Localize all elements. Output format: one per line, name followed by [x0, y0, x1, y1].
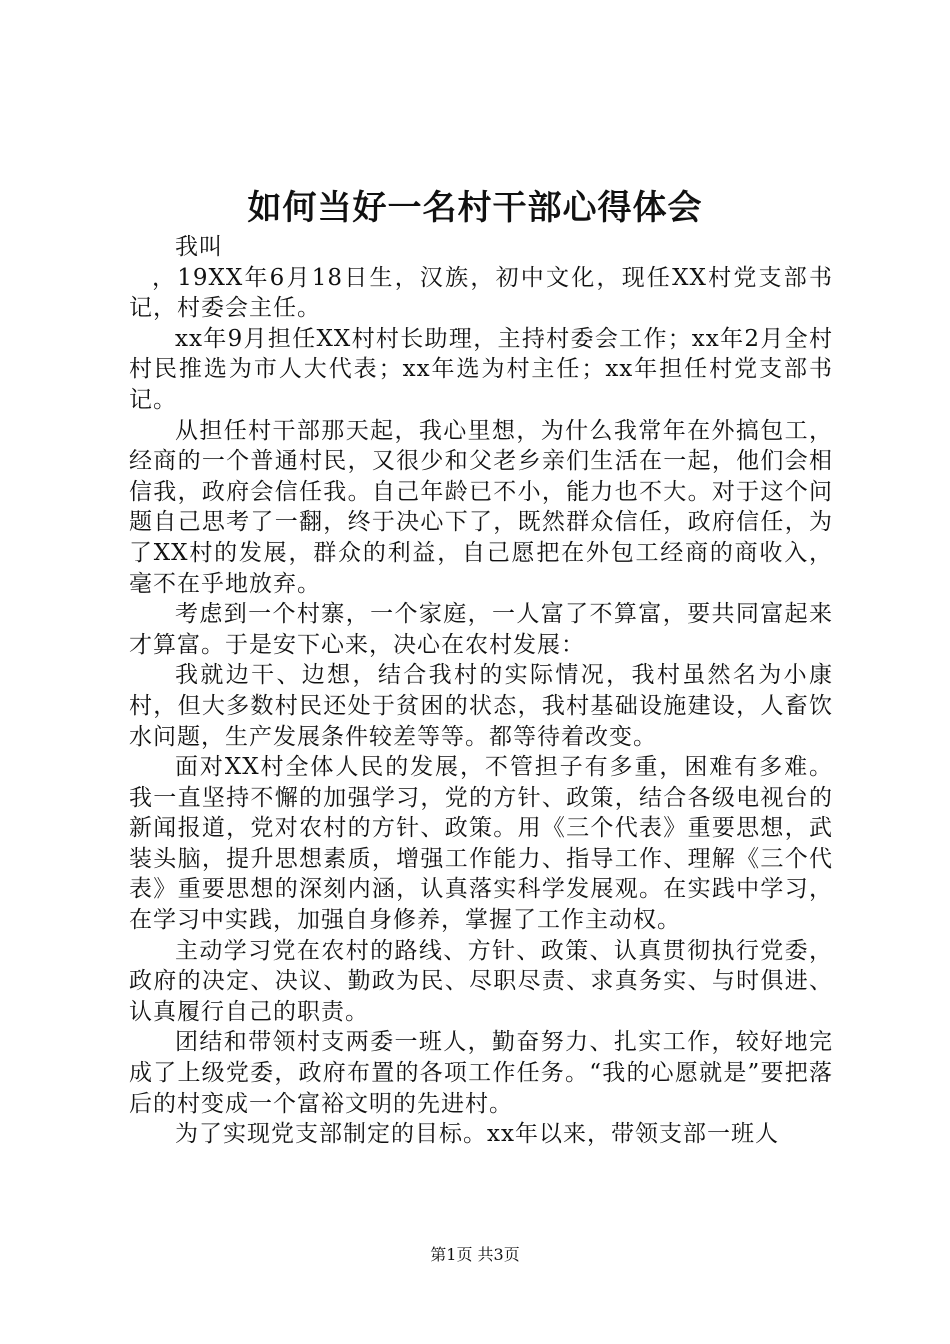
- document-title: 如何当好一名村干部心得体会: [247, 188, 703, 228]
- paragraph: 我就边干、边想，结合我村的实际情况，我村虽然名为小康村，但大多数村民还处于贫困的状态，我村基础设施建设，人畜饮水问题，生产发展条件较差等等。都等待着改变。: [129, 662, 833, 750]
- paragraph: 团结和带领村支两委一班人，勤奋努力、扎实工作，较好地完成了上级党委，政府布置的各项工作任务。“我的心愿就是”要把落后的村变成一个富裕文明的先进村。: [129, 1029, 833, 1117]
- page-footer: 第1页 共3页: [430, 1245, 520, 1264]
- paragraph: 我叫: [175, 234, 223, 260]
- paragraph: xx年9月担任XX村村长助理，主持村委会工作；xx年2月全村村民推选为市人大代表；xx年选为村主任；xx年担任村党支部书记。: [129, 325, 833, 413]
- document-body: [129, 232, 833, 1150]
- paragraph: ，19XX年6月18日生，汉族，初中文化，现任XX村党支部书记，村委会主任。: [129, 264, 833, 322]
- paragraph: 面对XX村全体人民的发展，不管担子有多重，困难有多难。我一直坚持不懈的加强学习，党的方针、政策，结合各级电视台的新闻报道，党对农村的方针、政策。用《三个代表》重要思想，武装头脑，提升思想素质，增强工作能力、指导工作、理解《三个代表》重要思想的深刻内涵，认真落实科学发展观。在实践中学习，在学习中实践，加强自身修养，掌握了工作主动权。: [129, 754, 833, 934]
- paragraph: 考虑到一个村寨，一个家庭，一人富了不算富，要共同富起来才算富。于是安下心来，决心在农村发展：: [129, 601, 833, 658]
- paragraph: 为了实现党支部制定的目标。xx年以来，带领支部一班人: [175, 1121, 779, 1148]
- paragraph: 从担任村干部那天起，我心里想，为什么我常年在外搞包工，经商的一个普通村民，又很少和父老乡亲们生活在一起，他们会相信我，政府会信任我。自己年龄已不小，能力也不大。对于这个问题自己思考了一翻，终于决心下了，既然群众信任，政府信任，为了XX村的发展，群众的利益，自己愿把在外包工经商的商收入，毫不在乎地放弃。: [129, 417, 833, 597]
- paragraph: 主动学习党在农村的路线、方针、政策、认真贯彻执行党委，政府的决定、决议、勤政为民、尽职尽责、求真务实、与时俱进、认真履行自己的职责。: [129, 937, 833, 1025]
